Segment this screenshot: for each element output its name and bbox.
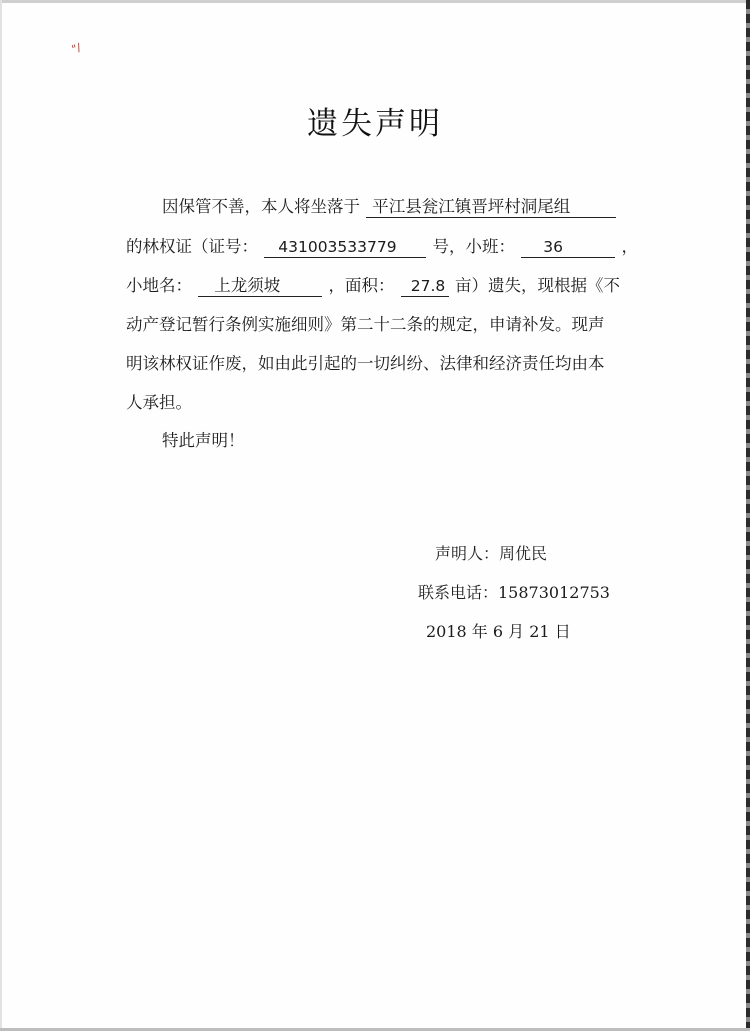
- scan-edge-right: [746, 0, 750, 1031]
- page-title: 遗失声明: [307, 106, 443, 142]
- line2-text-b: 号，小班：: [432, 237, 515, 256]
- class-number-field: 36: [521, 238, 615, 258]
- paragraph-line-5: 明该林权证作废，如由此引起的一切纠纷、法律和经济责任均由本: [126, 354, 605, 373]
- scan-edge-top: [0, 0, 750, 3]
- place-name-field: 上龙须坡: [198, 277, 322, 297]
- certificate-number-field: 431003533779: [264, 238, 426, 258]
- location-field: 平江县瓮江镇晋坪村洞尾组: [366, 198, 616, 218]
- paragraph-line-2: [126, 233, 638, 258]
- margin-mark: "/: [70, 40, 83, 57]
- declarant-name: 声明人：周优民: [435, 544, 548, 563]
- paragraph-line-3: [126, 272, 620, 297]
- line3-text-b: ，面积：: [328, 276, 395, 295]
- closing-statement: 特此声明！: [162, 431, 245, 450]
- contact-phone: 联系电话：15873012753: [418, 583, 610, 602]
- line1-text: 因保管不善，本人将坐落于: [162, 197, 360, 216]
- line2-text-a: 的林权证（证号：: [126, 237, 258, 256]
- paragraph-line-1: [162, 193, 617, 218]
- scan-edge-left: [0, 0, 2, 1031]
- line3-text-c: 亩）遗失，现根据《不: [455, 276, 620, 295]
- area-field: 27.8: [401, 277, 449, 297]
- paragraph-line-4: 动产登记暂行条例实施细则》第二十二条的规定，申请补发。现声: [126, 315, 605, 334]
- line3-text-a: 小地名：: [126, 276, 192, 295]
- declaration-date: 2018 年 6 月 21 日: [426, 622, 571, 641]
- paragraph-line-6: 人承担。: [126, 393, 192, 412]
- line2-text-c: ，: [621, 237, 638, 256]
